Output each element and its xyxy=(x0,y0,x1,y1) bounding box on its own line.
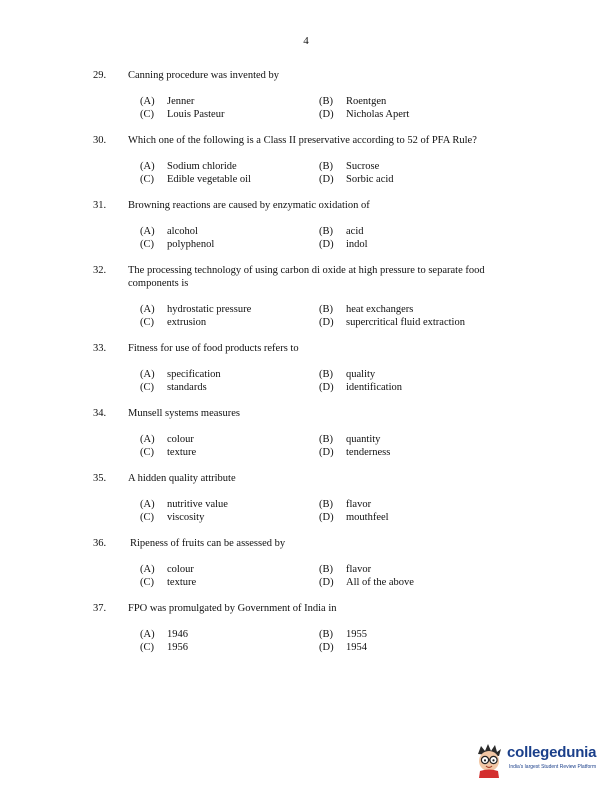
question-number: 34. xyxy=(93,408,107,419)
option-a: (A) nutritive value xyxy=(140,499,228,510)
option-a: (A) hydrostatic pressure xyxy=(140,304,252,315)
option-c: (C) texture xyxy=(140,577,197,588)
option-a: (A) colour xyxy=(140,434,194,445)
page-number: 4 xyxy=(303,35,309,47)
option-b: (B) quality xyxy=(319,369,376,380)
question-number: 35. xyxy=(93,473,107,484)
collegedunia-logo[interactable] xyxy=(472,742,604,778)
question-number: 33. xyxy=(93,343,107,354)
question-stem: The processing technology of using carbon di oxide at high pressure to separate food components is xyxy=(128,265,485,289)
question-stem: Munsell systems measures xyxy=(128,408,240,419)
option-d: (D) Sorbic acid xyxy=(319,174,394,185)
question-number: 36. xyxy=(93,538,107,549)
option-a: (A) alcohol xyxy=(140,226,198,237)
mascot-icon xyxy=(472,742,506,778)
option-b: (B) Sucrose xyxy=(319,161,380,172)
option-b: (B) acid xyxy=(319,226,364,237)
option-c: (C) Edible vegetable oil xyxy=(140,174,251,185)
question-stem: Canning procedure was invented by xyxy=(128,70,280,81)
option-d: (D) identification xyxy=(319,382,402,393)
option-a: (A) Jenner xyxy=(140,96,195,107)
option-b: (B) quantity xyxy=(319,434,381,445)
option-b: (B) heat exchangers xyxy=(319,304,414,315)
option-a: (A) Sodium chloride xyxy=(140,161,237,172)
option-c: (C) Louis Pasteur xyxy=(140,109,225,120)
option-d: (D) Nicholas Apert xyxy=(319,109,410,120)
option-c: (C) extrusion xyxy=(140,317,207,328)
question-number: 31. xyxy=(93,200,107,211)
question-number: 37. xyxy=(93,603,107,614)
question-stem: Ripeness of fruits can be assessed by xyxy=(130,538,286,549)
option-c: (C) polyphenol xyxy=(140,239,215,250)
question-stem: Fitness for use of food products refers to xyxy=(128,343,299,354)
logo-text: collegedunia xyxy=(507,744,597,761)
option-b: (B) Roentgen xyxy=(319,96,387,107)
question-stem: Which one of the following is a Class II preservative according to 52 of PFA Rule? xyxy=(128,135,477,146)
option-d: (D) indol xyxy=(319,239,368,250)
option-b: (B) flavor xyxy=(319,564,372,575)
option-d: (D) supercritical fluid extraction xyxy=(319,317,465,328)
option-b: (B) flavor xyxy=(319,499,372,510)
option-d: (D) 1954 xyxy=(319,642,367,653)
option-c: (C) viscosity xyxy=(140,512,205,523)
option-c: (C) texture xyxy=(140,447,197,458)
question-number: 32. xyxy=(93,265,107,276)
option-d: (D) tenderness xyxy=(319,447,391,458)
option-b: (B) 1955 xyxy=(319,629,367,640)
option-c: (C) standards xyxy=(140,382,207,393)
question-stem: A hidden quality attribute xyxy=(128,473,236,484)
option-a: (A) specification xyxy=(140,369,221,380)
question-stem: Browning reactions are caused by enzymatic oxidation of xyxy=(128,200,370,211)
question-number: 30. xyxy=(93,135,107,146)
option-c: (C) 1956 xyxy=(140,642,188,653)
option-d: (D) mouthfeel xyxy=(319,512,389,523)
question-stem: FPO was promulgated by Government of India in xyxy=(128,603,337,614)
option-d: (D) All of the above xyxy=(319,577,414,588)
logo-tagline: India's largest Student Review Platform xyxy=(509,764,597,770)
option-a: (A) colour xyxy=(140,564,194,575)
option-a: (A) 1946 xyxy=(140,629,188,640)
question-number: 29. xyxy=(93,70,107,81)
